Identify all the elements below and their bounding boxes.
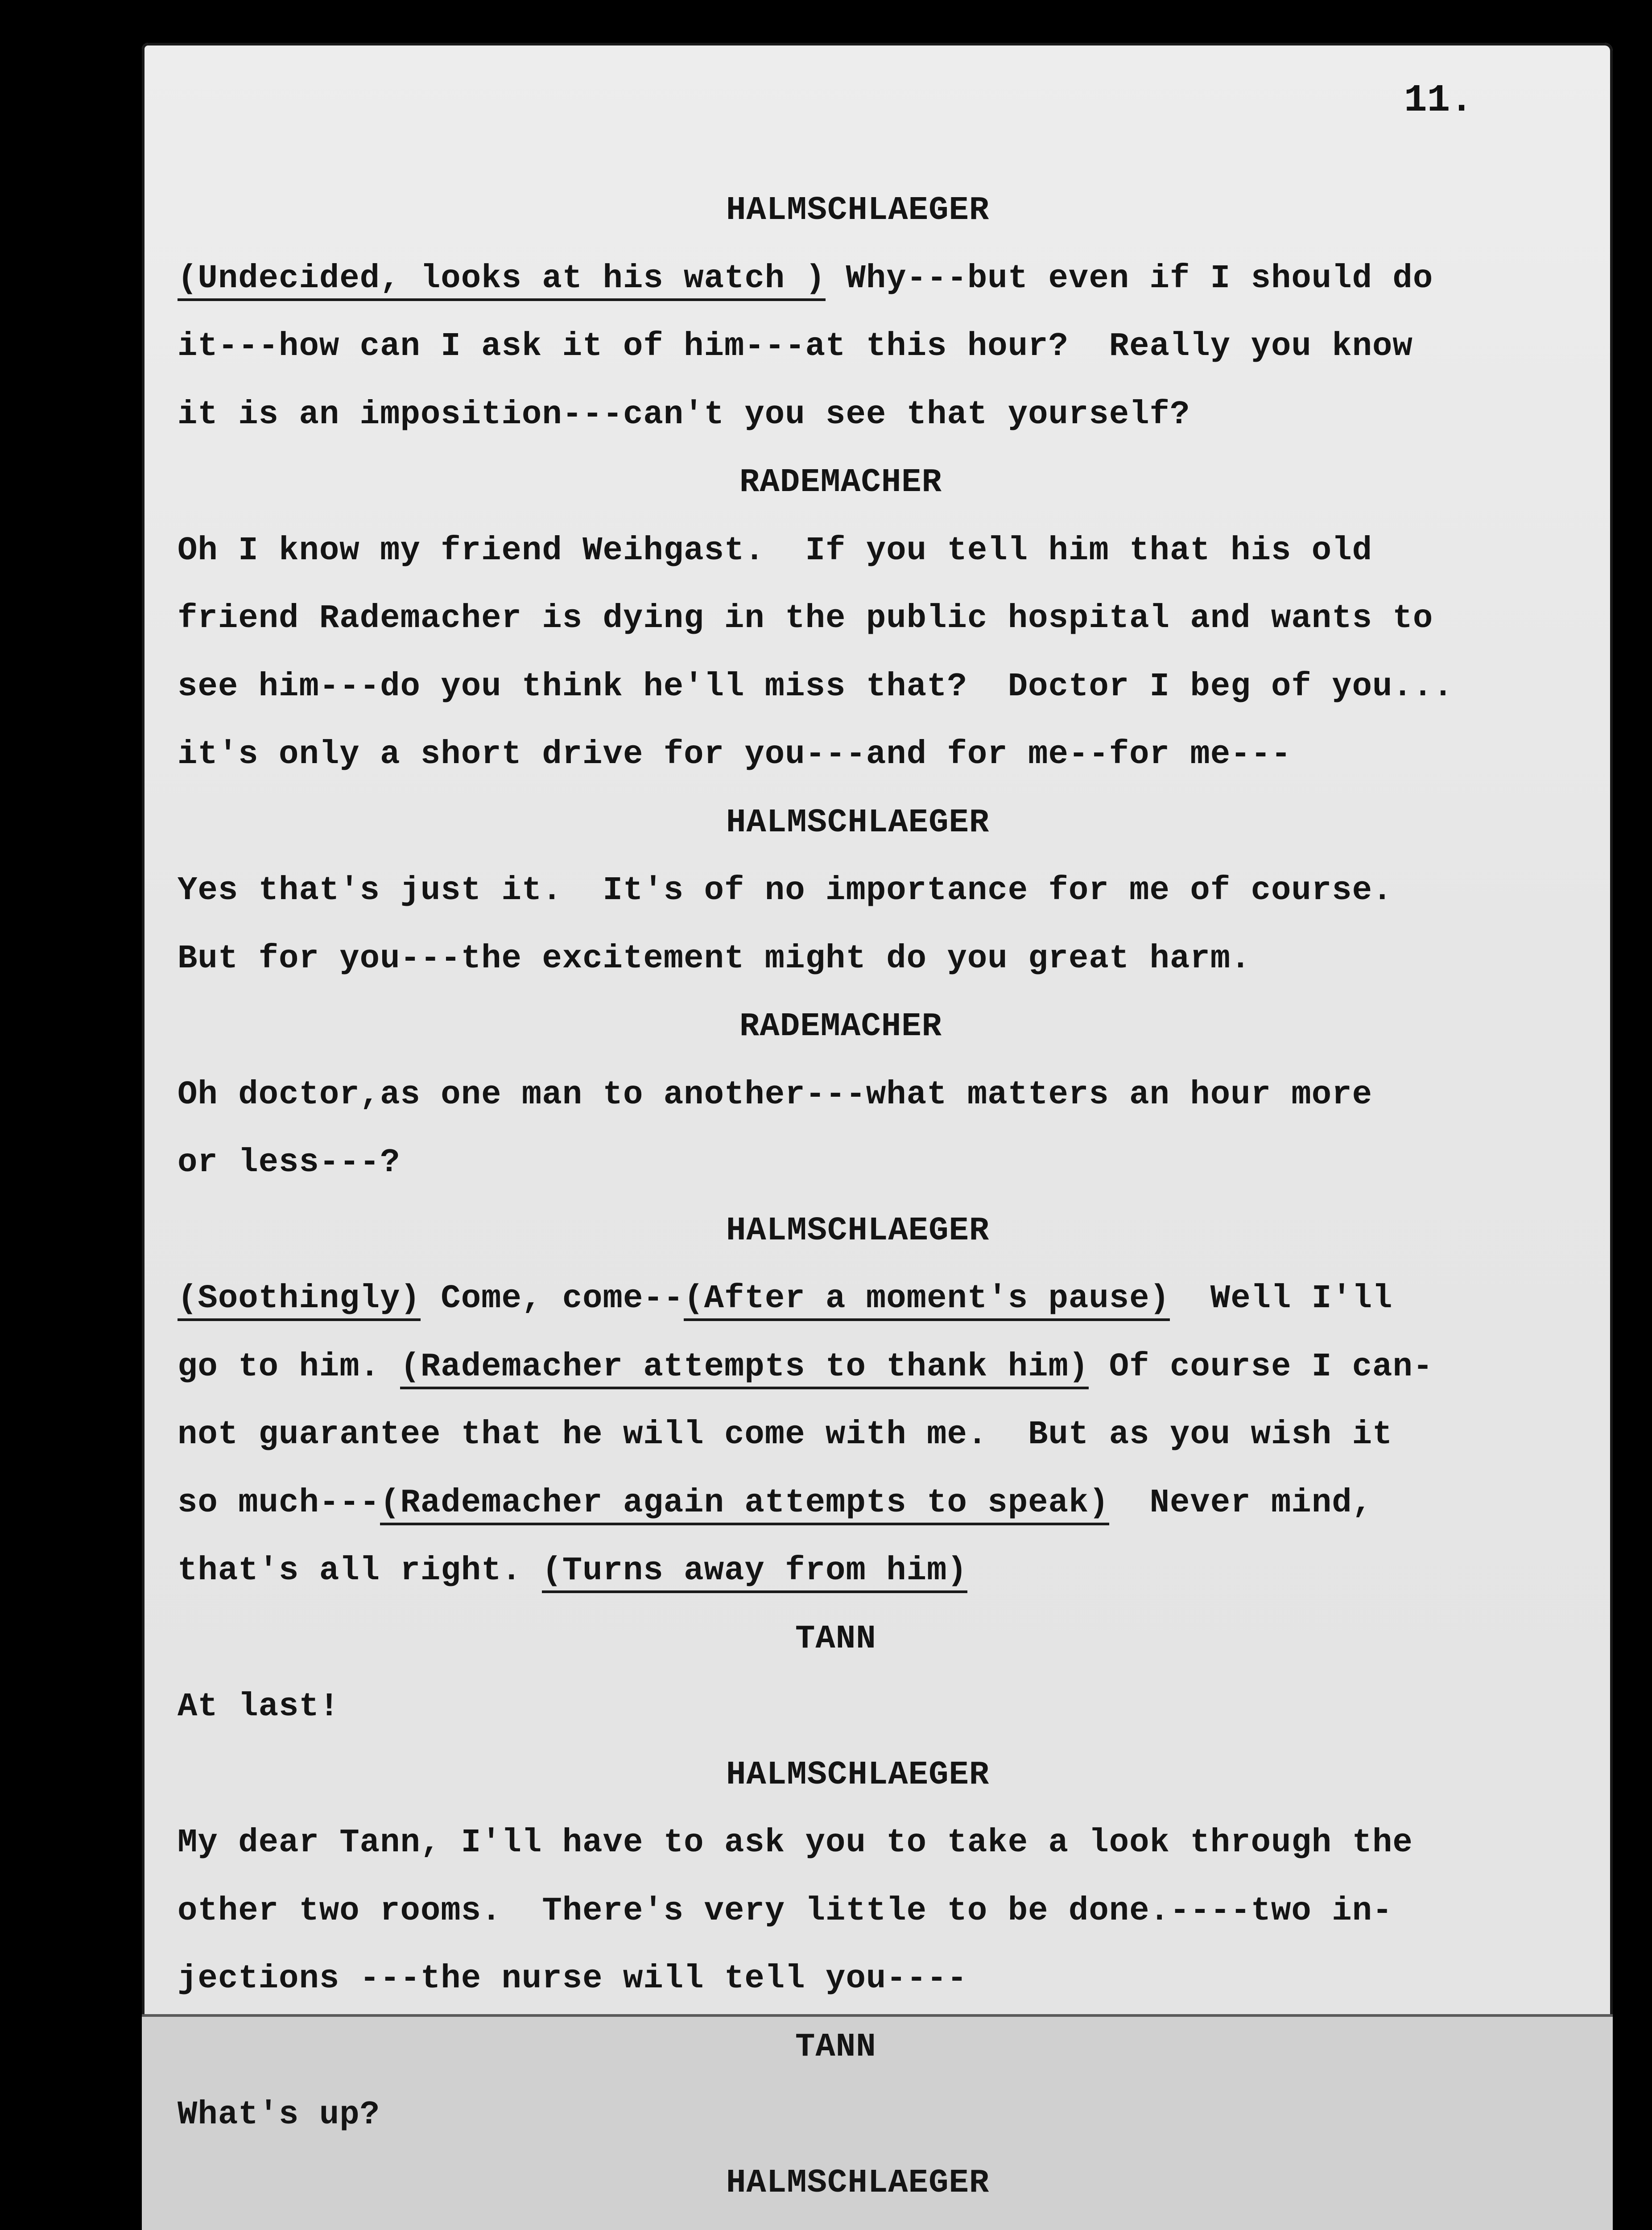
dialogue-text: go to him. (178, 1348, 401, 1386)
dialogue-text: other two rooms. There's very little to be done.----two in- (178, 1892, 1393, 1930)
dialogue-text: or less---? (178, 1144, 401, 1181)
speaker-name: HALMSCHLAEGER (726, 2164, 990, 2202)
speaker-name: TANN (795, 2028, 876, 2066)
dialogue-text: it's only a short drive for you---and for me--for me--- (178, 736, 1292, 773)
dialogue-line (178, 1809, 1413, 1877)
dialogue-line (178, 1945, 967, 2013)
dialogue-line (178, 313, 1413, 380)
page-number: 11. (1404, 78, 1473, 122)
dialogue-line (178, 925, 1251, 993)
dialogue-line (178, 653, 1454, 721)
dialogue-line (178, 1469, 1372, 1537)
dialogue-text: it is an imposition---can't you see that yourself? (178, 396, 1190, 434)
speaker-name: HALMSCHLAEGER (726, 192, 990, 229)
dialogue-text: see him---do you think he'll miss that? Doctor I beg of you... (178, 668, 1454, 706)
speaker-name: HALMSCHLAEGER (726, 804, 990, 842)
dialogue-text: Of course I can- (1089, 1348, 1433, 1386)
dialogue-text: Never mind, (1109, 1484, 1373, 1522)
dialogue-line (178, 517, 1372, 585)
dialogue-line (178, 1265, 1392, 1333)
dialogue-line (178, 1401, 1392, 1469)
stage-direction: (Undecided, looks at his watch ) (178, 260, 826, 301)
speaker-name: TANN (795, 1620, 876, 1658)
dialogue-text: it---how can I ask it of him---at this hour? Really you know (178, 328, 1413, 365)
dialogue-text: so much--- (178, 1484, 380, 1522)
dialogue-line (178, 381, 1190, 449)
dialogue-text: What's up? (178, 2096, 380, 2134)
dialogue-text: Yes that's just it. It's of no importance for me of course. (178, 872, 1393, 909)
stage-direction: (Soothingly) (178, 1280, 421, 1321)
speaker-name: HALMSCHLAEGER (726, 1756, 990, 1794)
script-page (142, 43, 1613, 2230)
dialogue-text: Well I'll (1169, 1280, 1393, 1317)
stage-direction: (After a moment's pause) (684, 1280, 1170, 1321)
dialogue-line (178, 245, 1433, 313)
dialogue-text: not guarantee that he will come with me. But as you wish it (178, 1416, 1393, 1454)
speaker-name: RADEMACHER (739, 1008, 942, 1045)
speaker-name: RADEMACHER (739, 464, 942, 501)
dialogue-text: friend Rademacher is dying in the public hospital and wants to (178, 600, 1433, 637)
dialogue-text: But for you---the excitement might do you great harm. (178, 940, 1251, 978)
dialogue-text: Oh I know my friend Weihgast. If you tell him that his old (178, 532, 1373, 570)
dialogue-text: that's all right. (178, 1552, 542, 1590)
dialogue-line (178, 1333, 1433, 1401)
stage-direction: (Turns away from him) (542, 1552, 967, 1593)
dialogue-line (178, 1129, 400, 1197)
dialogue-line (178, 1877, 1392, 1945)
dialogue-text: Come, come-- (420, 1280, 684, 1317)
dialogue-line (178, 2081, 380, 2149)
dialogue-text: At last! (178, 1688, 340, 1726)
stage-direction: (Rademacher attempts to thank him) (400, 1348, 1089, 1389)
dialogue-line (178, 721, 1291, 789)
dialogue-line (178, 1673, 339, 1741)
dialogue-text: jections ---the nurse will tell you---- (178, 1960, 967, 1998)
stage-direction: (Rademacher again attempts to speak) (380, 1484, 1109, 1525)
speaker-name: HALMSCHLAEGER (726, 1212, 990, 1250)
dialogue-text: My dear Tann, I'll have to ask you to take a look through the (178, 1824, 1413, 1862)
dialogue-line (178, 857, 1392, 925)
dialogue-text: Oh doctor,as one man to another---what matters an hour more (178, 1076, 1373, 1114)
dialogue-line (178, 1061, 1372, 1129)
dialogue-text: Why---but even if I should do (826, 260, 1433, 297)
dialogue-line (178, 585, 1433, 652)
dialogue-line (178, 1537, 967, 1605)
